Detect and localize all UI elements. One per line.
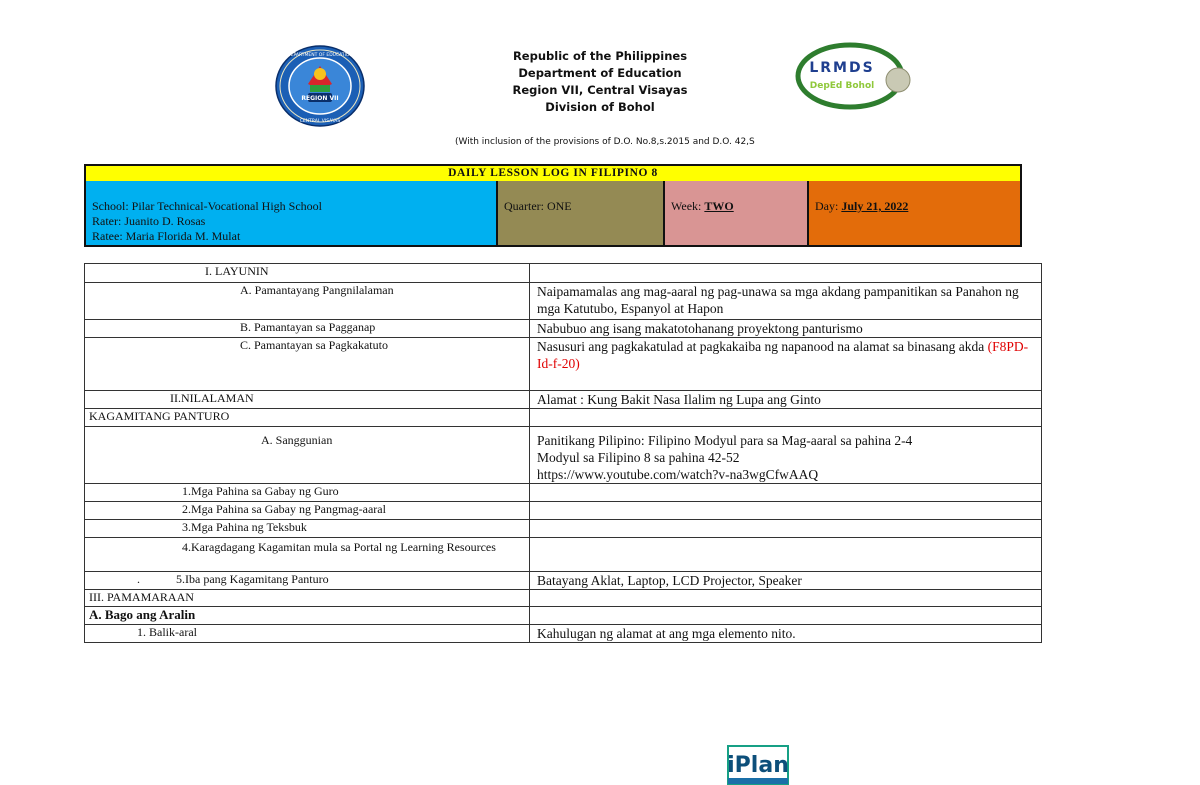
row-value: [530, 607, 1042, 625]
row-label: III. PAMAMARAAN: [85, 590, 530, 607]
row-value: Naipamamalas ang mag-aaral ng pag-unawa sa mga akdang pampanitikan sa Panahon ng mga Katutubo, Espanyol at Hapon: [530, 283, 1042, 320]
week-value: TWO: [704, 199, 734, 213]
row-value: [530, 409, 1042, 427]
row-label: 4.Karagdagang Kagamitan mula sa Portal ng Learning Resources: [85, 538, 530, 572]
row-label: A. Pamantayang Pangnilalaman: [85, 283, 530, 320]
school-info-cell: [86, 181, 498, 245]
reference-link[interactable]: https://www.youtube.com/watch?v-na3wgCfwAAQ: [537, 467, 819, 482]
row-value: [530, 590, 1042, 607]
table-row: [85, 484, 1042, 502]
row-label: 1.Mga Pahina sa Gabay ng Guro: [85, 484, 530, 502]
row-value: [530, 520, 1042, 538]
day-cell: [809, 181, 1020, 245]
reference-2: Modyul sa Filipino 8 sa pahina 42-52: [537, 450, 740, 465]
school-name: School: Pilar Technical-Vocational High School: [92, 199, 323, 213]
row-label: 3.Mga Pahina ng Teksbuk: [85, 520, 530, 538]
ratee-name: Ratee: Maria Florida M. Mulat: [92, 229, 241, 243]
lrmds-text: LRMDS: [809, 60, 875, 76]
header-division: Division of Bohol: [545, 100, 655, 114]
day-label: Day:: [815, 199, 842, 213]
row-label: B. Pamantayan sa Pagganap: [85, 320, 530, 338]
row-value: [530, 484, 1042, 502]
table-row: [85, 391, 1042, 409]
row-value: [530, 538, 1042, 572]
row-label: I. LAYUNIN: [85, 264, 530, 283]
provision-note: (With inclusion of the provisions of D.O. No.8,s.2015 and D.O. 42,S: [455, 137, 755, 147]
header-department: Department of Education: [518, 66, 682, 80]
lrmds-sub-text: DepEd Bohol: [809, 81, 875, 91]
table-row: [85, 264, 1042, 283]
iplan-logo: [727, 745, 789, 785]
lrmds-logo: [792, 36, 912, 110]
row-value: Nabubuo ang isang makatotohanang proyektong panturismo: [530, 320, 1042, 338]
iplan-text: iPlan: [727, 753, 789, 778]
table-row: [85, 572, 1042, 590]
seal-region-text: REGION VII: [301, 95, 339, 102]
row-label: A. Sanggunian: [85, 427, 530, 484]
table-row: [85, 320, 1042, 338]
lesson-log-table: [84, 263, 1042, 643]
table-row: [85, 520, 1042, 538]
table-row: [85, 607, 1042, 625]
row-label: 1. Balik-aral: [85, 625, 530, 643]
quarter-cell: [498, 181, 665, 245]
seal-bottom-text: CENTRAL VISAYAS: [299, 119, 341, 124]
table-row: [85, 427, 1042, 484]
quarter-text: Quarter: ONE: [504, 199, 572, 213]
week-cell: [665, 181, 809, 245]
table-row: [85, 409, 1042, 427]
document-header: [470, 48, 730, 116]
day-value: July 21, 2022: [841, 199, 909, 213]
row-value: [530, 427, 1042, 484]
row-value: Batayang Aklat, Laptop, LCD Projector, Speaker: [530, 572, 1042, 590]
table-row: [85, 338, 1042, 391]
row-value: Kahulugan ng alamat at ang mga elemento nito.: [530, 625, 1042, 643]
competency-code: (F8PD-Id-f-20): [537, 339, 1029, 371]
reference-1: Panitikang Pilipino: Filipino Modyul para sa Mag-aaral sa pahina 2-4: [537, 433, 913, 448]
seal-top-text: DEPARTMENT OF EDUCATION: [287, 53, 353, 58]
row-value: [530, 264, 1042, 283]
row-label: . 5.Iba pang Kagamitang Panturo: [85, 572, 530, 590]
header-region: Region VII, Central Visayas: [512, 83, 688, 97]
deped-region-vii-seal: [274, 44, 366, 128]
row-value: Alamat : Kung Bakit Nasa Ilalim ng Lupa ang Ginto: [530, 391, 1042, 409]
row-value: [530, 502, 1042, 520]
rater-name: Rater: Juanito D. Rosas: [92, 214, 206, 228]
table-row: [85, 590, 1042, 607]
row-value: [530, 338, 1042, 391]
lesson-log-title: DAILY LESSON LOG IN FILIPINO 8: [84, 164, 1022, 183]
table-row: [85, 538, 1042, 572]
competency-text: Nasusuri ang pagkakatulad at pagkakaiba ng napanood na alamat sa binasang akda: [537, 339, 988, 354]
table-row: [85, 625, 1042, 643]
row-label: II.NILALAMAN: [85, 391, 530, 409]
row-label: 2.Mga Pahina sa Gabay ng Pangmag-aaral: [85, 502, 530, 520]
table-row: [85, 502, 1042, 520]
table-row: [85, 283, 1042, 320]
row-label: A. Bago ang Aralin: [85, 607, 530, 625]
header-republic: Republic of the Philippines: [512, 49, 688, 63]
row-label: C. Pamantayan sa Pagkakatuto: [85, 338, 530, 391]
week-label: Week:: [671, 199, 705, 213]
row-label: KAGAMITANG PANTURO: [85, 409, 530, 427]
lesson-info-row: [84, 181, 1022, 247]
